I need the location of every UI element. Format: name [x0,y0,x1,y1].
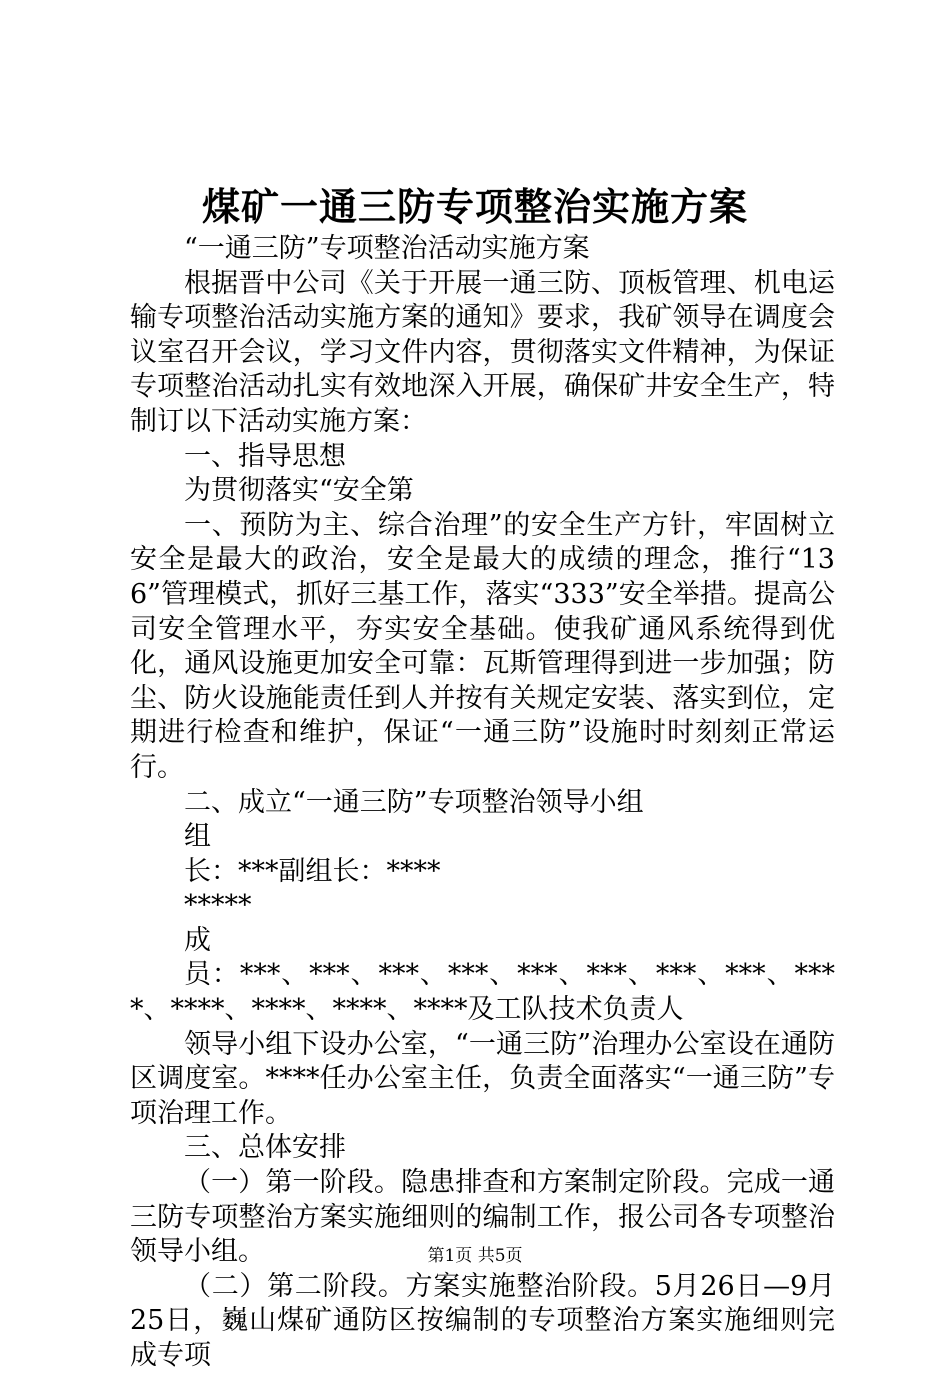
body-paragraph: 成 [184,924,211,956]
document-body [130,232,835,1374]
phase-one-paragraph: （一）第一阶段。隐患排查和方案制定阶段。完成一通三防专项整治方案实施细则的编制工作，报公司各专项整治领导小组。 [130,1167,835,1268]
page-footer: 第1页 共5页 [427,1246,523,1266]
intro-paragraph: 根据晋中公司《关于开展一通三防、顶板管理、机电运输专项整治活动实施方案的通知》要求，我矿领导在调度会议室召开会议，学习文件内容，贯彻落实文件精神，为保证专项整治活动扎实有效地深入开展，确保矿井安全生产，特制订以下活动实施方案： [130,267,835,437]
office-paragraph: 领导小组下设办公室，“一通三防”治理办公室设在通防区调度室。****任办公室主任，负责全面落实“一通三防”专项治理工作。 [130,1028,835,1129]
phase-two-paragraph: （二）第二阶段。方案实施整治阶段。5月26日—9月25日，巍山煤矿通防区按编制的专项整治方案实施细则完成专项 [130,1270,835,1371]
body-paragraph: 长：***副组长：**** [184,855,441,887]
body-paragraph: 一、预防为主、综合治理”的安全生产方针，牢固树立安全是最大的政治，安全是最大的成绩的理念，推行“136”管理模式，抓好三基工作，落实“333”安全举措。提高公司安全管理水平，夯实安全基础。使我矿通风系统得到优化，通风设施更加安全可靠：瓦斯管理得到进一步加强；防尘、防火设施能责任到人并按有关规定安装、落实到位，定期进行检查和维护，保证“一通三防”设施时时刻刻正常运行。 [130,509,835,783]
subtitle-paragraph: “一通三防”专项整治活动实施方案 [184,233,590,264]
members-paragraph: 员：***、***、***、***、***、***、***、***、****、****、****、****、****及工队技术负责人 [130,959,835,1026]
body-paragraph: 组 [184,821,211,853]
body-paragraph: ***** [184,890,252,922]
body-paragraph: 为贯彻落实“安全第 [184,475,414,507]
section-heading-guiding-thought: 一、指导思想 [184,440,346,472]
document-title: 煤矿一通三防专项整治实施方案 [201,184,748,229]
section-heading-overall-arrangement: 三、总体安排 [184,1132,346,1164]
section-heading-leadership-group: 二、成立“一通三防”专项整治领导小组 [184,786,644,818]
